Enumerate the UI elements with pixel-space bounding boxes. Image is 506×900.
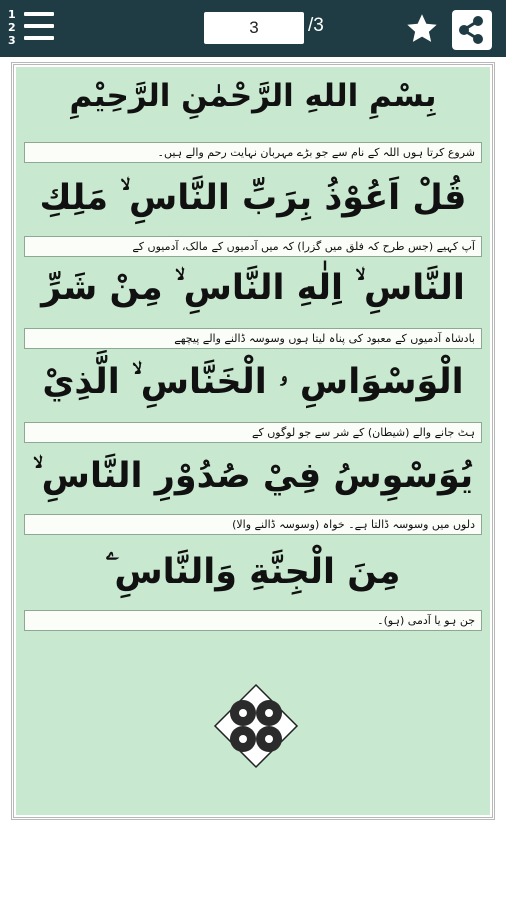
translation-line-4: دلوں میں وسوسہ ڈالتا ہے۔ خواہ (وسوسہ ڈالنے والا) bbox=[24, 514, 482, 535]
translation-line-2: بادشاہ آدمیوں کے معبود کی پناہ لیتا ہوں وسوسہ ڈالنے والے پیچھے bbox=[24, 328, 482, 349]
bismillah-translation: شروع کرتا ہوں اللہ کے نام سے جو بڑے مہربان نہایت رحم والے ہیں۔ bbox=[24, 142, 482, 163]
share-button[interactable] bbox=[452, 10, 492, 50]
star-icon bbox=[404, 11, 440, 47]
bismillah-text: بِسْمِ اللهِ الرَّحْمٰنِ الرَّحِيْمِ bbox=[69, 78, 437, 114]
list-icon bbox=[24, 12, 54, 48]
page-numbers-label: 1 2 3 bbox=[8, 8, 16, 47]
top-toolbar bbox=[0, 0, 506, 57]
page-list-menu-button[interactable] bbox=[6, 8, 58, 50]
flower-ornament-icon bbox=[213, 683, 299, 769]
page-number-input[interactable] bbox=[204, 12, 304, 44]
bookmark-star-button[interactable] bbox=[404, 11, 440, 47]
ayah-line-3: الْوَسْوَاسِ ۥ الْخَنَّاسِ ۙ الَّذِيْ bbox=[42, 362, 464, 402]
ayah-line-2: النَّاسِ ۙ اِلٰهِ النَّاسِ ۙ مِنْ شَرِّ bbox=[41, 268, 465, 308]
translation-line-5: جن ہو یا آدمی (ہو)۔ bbox=[24, 610, 482, 631]
translation-line-1: آپ کہیے (جس طرح کہ فلق میں گزرا) کہ میں آدمیوں کے مالک، آدمیوں کے bbox=[24, 236, 482, 257]
translation-line-3: ہٹ جانے والے (شیطان) کے شر سے جو لوگوں کے bbox=[24, 422, 482, 443]
share-icon bbox=[452, 10, 492, 50]
ayah-line-1: قُلْ اَعُوْذُ بِرَبِّ النَّاسِ ۙ مَلِكِ bbox=[39, 178, 467, 218]
ayah-line-5: مِنَ الْجِنَّةِ وَالنَّاسِ ۧ bbox=[105, 552, 401, 592]
ayah-line-4: يُوَسْوِسُ فِيْ صُدُوْرِ النَّاسِ ۙ bbox=[32, 456, 474, 496]
page-total-label: /3 bbox=[308, 15, 324, 36]
